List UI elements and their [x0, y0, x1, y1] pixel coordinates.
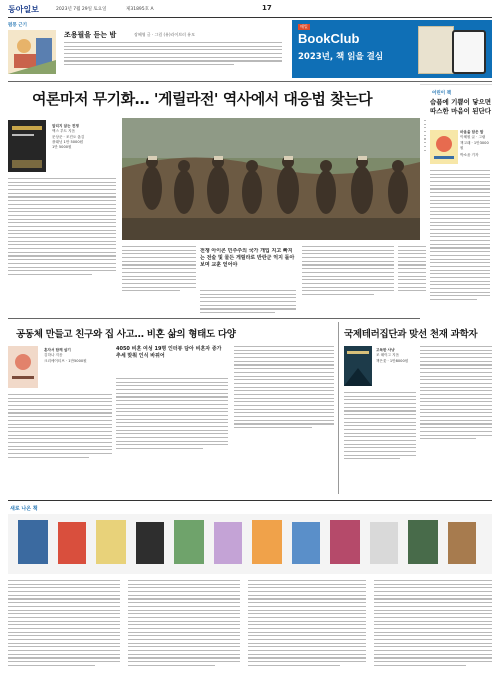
kids-book-author: 이혜원 글 · 그림 — [460, 135, 486, 140]
bookclub-promo[interactable] — [292, 20, 492, 78]
bottom-right-headline: 국제테러집단과 맞선 천재 과학자 — [344, 329, 478, 340]
feature-body — [64, 42, 282, 68]
bl-body-col-2 — [116, 378, 228, 452]
bottom-left-book-info — [44, 348, 114, 364]
book-info-publisher: 플래닛 1만 5000원 — [52, 139, 84, 144]
promo-book-illustration — [418, 26, 454, 74]
kids-book-title: 마음을 담은 말 — [460, 130, 484, 134]
book-info-title: 알리지 않는 전쟁 — [52, 124, 79, 128]
promo-logo: BookClub — [298, 31, 360, 46]
book-cover-main — [8, 120, 46, 172]
kids-block-cover — [430, 130, 458, 164]
bl-book-publisher: 크리에이티브 · 1만5000원 — [44, 358, 87, 363]
main-body-col-4 — [302, 246, 394, 298]
main-body-col-3 — [200, 290, 296, 316]
section-rule-1 — [8, 81, 492, 82]
section-rule-2 — [8, 318, 420, 319]
kids-block — [426, 86, 492, 316]
section-tag: 펌풍 근기 — [8, 23, 27, 28]
book-info-translator: 문상준 · 조진오 옮김 — [52, 134, 85, 139]
bottom-divider — [338, 322, 339, 494]
new-books-rule — [8, 500, 492, 501]
br-book-author: 조 헤이그 지음 — [376, 353, 400, 358]
br-book-publisher: 책은꽃 · 1만8000원 — [376, 358, 409, 363]
issue-edition: 제31895호 A — [126, 7, 154, 12]
page-number: 17 — [262, 4, 272, 12]
main-book-info — [52, 124, 114, 150]
kids-book-reporter: 박소윤 기자 — [460, 153, 479, 158]
main-photo — [122, 118, 420, 240]
newspaper-logo: 동아일보 — [8, 4, 39, 14]
main-pull-quote-box: 전쟁 아이콘 민주주의 국가 개입 지고 빠지는 전술 및 물든 게릴라로 반란군 억지 돌아보며 교훈 얻어야 — [200, 248, 295, 268]
new-books-col-2 — [128, 580, 240, 669]
br-book-title: 고독한 사냥 — [376, 348, 395, 352]
bottom-left-pull-quote: 4050 비혼 여성 19명 인터뷰 담아 비혼자 증가 추세 맞춰 인식 바뀌어 — [116, 346, 222, 359]
new-books-col-4 — [374, 580, 492, 669]
masthead — [8, 4, 492, 16]
new-books-col-3 — [248, 580, 366, 669]
kids-block-book-info — [460, 130, 492, 158]
promo-tablet-illustration — [452, 30, 486, 74]
promo-title: 2023년, 책 읽을 결심 — [298, 52, 384, 62]
bottom-right-book-info — [376, 348, 416, 364]
masthead-rule — [8, 17, 492, 18]
kids-book-publisher: 책고래 · 1만3000원 — [460, 140, 489, 150]
bl-body-col-1 — [8, 394, 112, 460]
kids-block-tag: 어린이 책 — [432, 91, 451, 96]
illustration — [8, 30, 56, 74]
br-body-col-1 — [344, 392, 416, 462]
issue-date: 2023년 7월 29일 토요일 — [56, 7, 107, 12]
bl-book-title: 혼자서 함께 살기 — [44, 348, 71, 352]
promo-prefix: 매일 — [300, 24, 308, 29]
br-body-col-2 — [420, 346, 492, 442]
bottom-left-headline: 공동체 만들고 친구와 집 사고… 비혼 삶의 형태도 다양 — [16, 329, 236, 340]
main-body-col-1 — [8, 178, 116, 278]
main-headline: 여론마저 무기화… '게릴라전' 역사에서 대응법 찾는다 — [32, 90, 373, 108]
bl-body-col-3 — [234, 346, 334, 431]
kids-block-body — [430, 170, 490, 303]
kids-block-headline: 슴픔에 기쁨이 닿으면 따스한 마음이 된단다 — [430, 98, 492, 115]
book-info-price: 1만 5000원 — [52, 145, 72, 150]
main-body-col-2 — [122, 246, 196, 294]
bottom-left-book-cover — [8, 346, 38, 388]
new-books-header: 새로 나온 책 — [10, 506, 38, 512]
new-books-shelf — [8, 514, 492, 574]
book-info-author: 맥스 부트 지음 — [52, 129, 76, 134]
feature-byline: 장혜영 글 · 그림 (유)라이브러 유모 — [134, 32, 195, 37]
feature-headline: 조용필을 듣는 밤 — [64, 31, 117, 39]
new-books-col-1 — [8, 580, 120, 669]
bl-book-author: 김하나 지음 — [44, 353, 63, 358]
bottom-right-book-cover — [344, 346, 372, 386]
top-feature — [8, 20, 288, 78]
